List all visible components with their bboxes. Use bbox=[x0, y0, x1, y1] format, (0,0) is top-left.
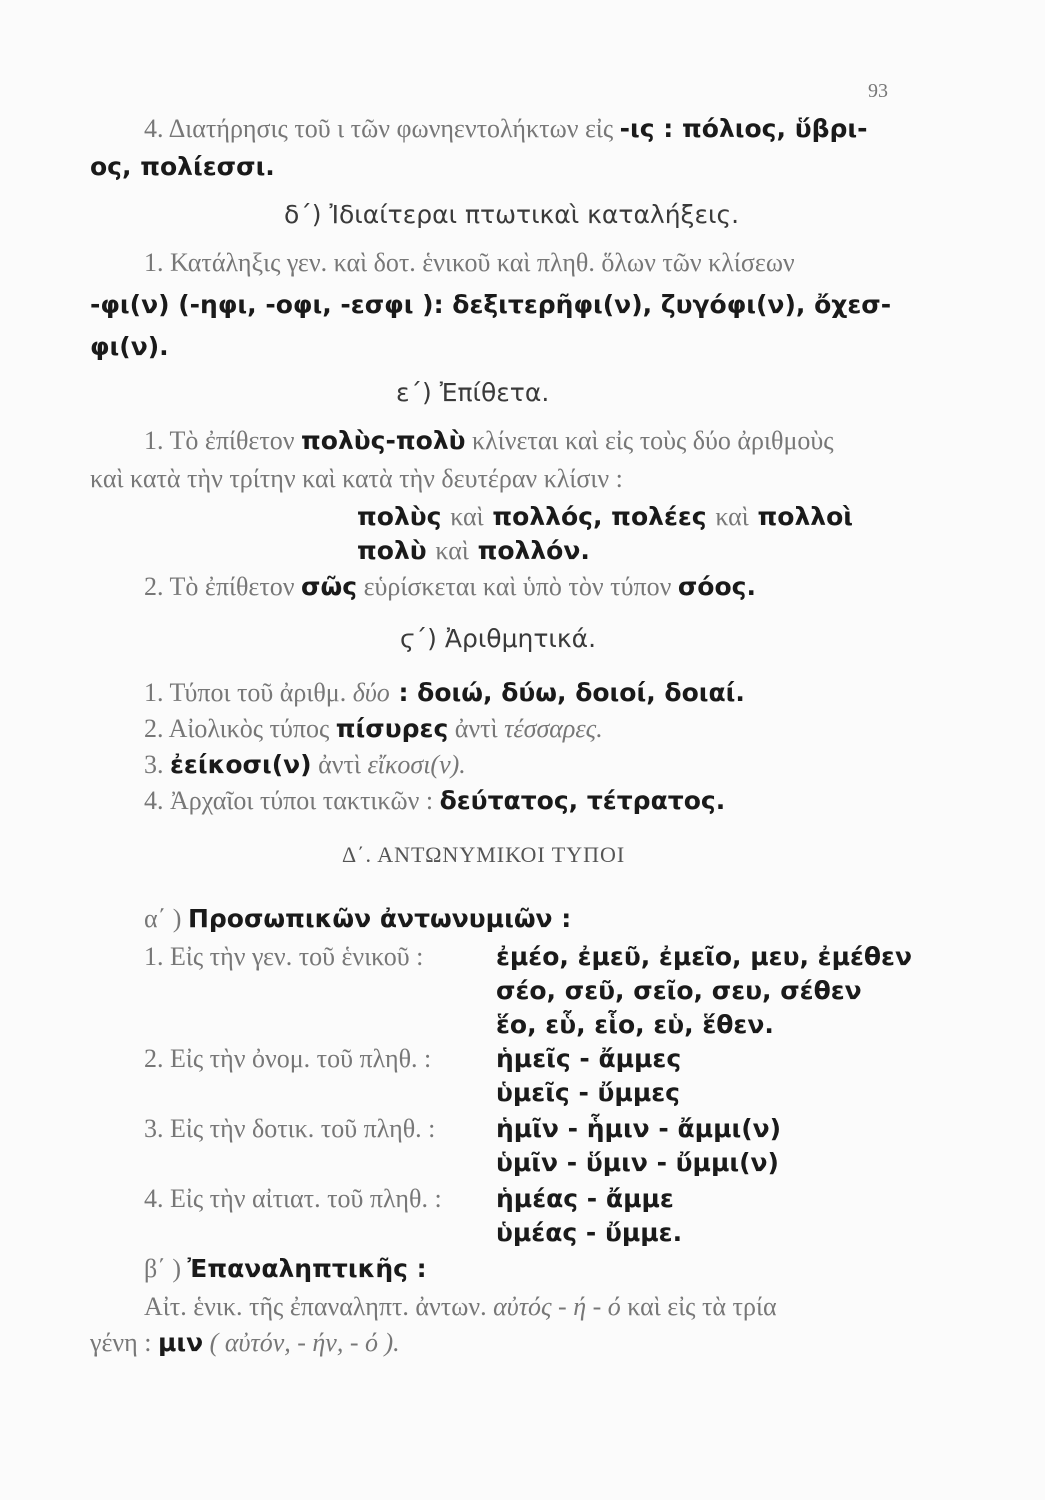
pronoun-form: ὑμεῖς - ὔμμες bbox=[496, 1078, 680, 1107]
pronoun-form: ἡμεῖς - ἄμμες bbox=[496, 1044, 682, 1073]
section-heading-stigma: ϛ΄) Ἀριθμητικά. bbox=[400, 624, 597, 653]
line-15-bold: Προσωπικῶν ἀντωνυμιῶν : bbox=[187, 904, 572, 933]
line-17-italic: αὐτός - ή - ό bbox=[493, 1292, 621, 1321]
pronoun-form: ἕο, εὗ, εἷο, εὑ, ἕθεν. bbox=[496, 1010, 774, 1039]
line-10-bold-1: σῶς bbox=[301, 572, 358, 601]
line-17-text-c: καὶ εἰς τὰ τρία bbox=[620, 1292, 777, 1321]
line-6-text-c: κλίνεται καὶ εἰς τοὺς δύο ἀριθμοὺς bbox=[465, 426, 834, 455]
text-line-2 bbox=[90, 150, 275, 184]
line-10-text-a: 2. Τὸ ἐπίθετον bbox=[144, 572, 302, 601]
pronoun-row bbox=[144, 1042, 431, 1076]
pronoun-label: 4. Εἰς τὴν αἰτιατ. τοῦ πληθ. : bbox=[144, 1184, 442, 1213]
line-2-bold: ος, πολίεσσι. bbox=[90, 152, 275, 181]
line-14-bold: δεύτατος, τέτρατος. bbox=[439, 786, 726, 815]
text-line-1 bbox=[144, 112, 868, 146]
line-8-bold-2: πολλός, πολέες bbox=[483, 502, 716, 531]
line-6-bold: πολὺς-πολὺ bbox=[301, 426, 466, 455]
text-line-12 bbox=[144, 712, 603, 746]
text-line-5 bbox=[90, 330, 169, 364]
line-1-text: 4. Διατήρησις τοῦ ι τῶν φωνηεντολήκτων εἰς bbox=[144, 114, 620, 143]
line-16-text: β΄ ) bbox=[144, 1254, 188, 1283]
text-line-4 bbox=[90, 288, 891, 322]
pronoun-form: σέο, σεῦ, σεῖο, σευ, σέθεν bbox=[496, 976, 862, 1005]
line-8-bold-1: πολὺς bbox=[357, 502, 451, 531]
line-13-bold: ἐείκοσι(ν) bbox=[170, 750, 312, 779]
text-line-18 bbox=[90, 1326, 400, 1360]
pronoun-label: 2. Εἰς τὴν ὀνομ. τοῦ πληθ. : bbox=[144, 1044, 432, 1073]
text-line-8 bbox=[357, 500, 853, 534]
line-11-bold: : δοιώ, δύω, δοιοί, δοιαί. bbox=[389, 678, 745, 707]
pronoun-form: ὑμέας - ὔμμε. bbox=[496, 1218, 683, 1247]
line-18-text: γένη : bbox=[90, 1328, 158, 1357]
line-16-bold: Ἐπαναληπτικῆς : bbox=[187, 1254, 427, 1283]
line-12-text-c: ἀντὶ bbox=[448, 714, 505, 743]
pronoun-label: 3. Εἰς τὴν δοτικ. τοῦ πληθ. : bbox=[144, 1114, 436, 1143]
pronoun-form: ἐμέο, ἐμεῦ, ἐμεῖο, μευ, ἐμέθεν bbox=[496, 942, 913, 971]
line-9-text: καὶ bbox=[435, 536, 469, 565]
line-8-text-2: καὶ bbox=[715, 502, 749, 531]
pronoun-row bbox=[144, 1112, 435, 1146]
pronoun-form: ἡμῖν - ἧμιν - ἄμμι(ν) bbox=[496, 1114, 782, 1143]
text-line-15 bbox=[144, 902, 571, 936]
section-heading-delta: δ΄) Ἰδιαίτεραι πτωτικαὶ καταλήξεις. bbox=[284, 200, 740, 229]
line-3-text: 1. Κατάληξις γεν. καὶ δοτ. ἑνικοῦ καὶ πληθ. ὅλων τῶν κλίσεων bbox=[144, 248, 795, 277]
line-15-text: α΄ ) bbox=[144, 904, 188, 933]
line-12-bold: πίσυρες bbox=[335, 714, 449, 743]
pronoun-row bbox=[144, 940, 423, 974]
line-1-bold: -ις : πόλιος, ὕβρι- bbox=[619, 114, 868, 143]
pronoun-row bbox=[144, 1182, 442, 1216]
pronoun-label: 1. Εἰς τὴν γεν. τοῦ ἑνικοῦ : bbox=[144, 942, 424, 971]
line-18-bold: μιν bbox=[157, 1328, 204, 1357]
pronoun-form: ἡμέας - ἄμμε bbox=[496, 1184, 674, 1213]
line-14-text: 4. Ἀρχαῖοι τύποι τακτικῶν : bbox=[144, 786, 440, 815]
line-13-text-a: 3. bbox=[144, 750, 170, 779]
line-8-bold-3: πολλοὶ bbox=[748, 502, 854, 531]
line-5-bold: φι(ν). bbox=[90, 332, 169, 361]
line-12-italic: τέσσαρες. bbox=[504, 714, 603, 743]
line-9-bold-2: πολλόν. bbox=[468, 536, 590, 565]
line-11-italic: δύο bbox=[352, 678, 390, 707]
text-line-7 bbox=[90, 462, 623, 496]
line-13-italic: εἴκοσι(ν). bbox=[367, 750, 466, 779]
pronoun-form: ὑμῖν - ὕμιν - ὔμμι(ν) bbox=[496, 1148, 779, 1177]
text-line-17 bbox=[144, 1290, 777, 1324]
text-line-13 bbox=[144, 748, 466, 782]
line-4-bold: -φι(ν) (-ηφι, -οφι, -εσφι ): δεξιτερῆφι(ν), ζυγόφι(ν), ὄχεσ- bbox=[90, 290, 892, 319]
line-7-text: καὶ κατὰ τὴν τρίτην καὶ κατὰ τὴν δευτέραν κλίσιν : bbox=[90, 464, 623, 493]
section-heading-epsilon: ε΄) Ἐπίθετα. bbox=[396, 378, 550, 407]
line-9-bold-1: πολὺ bbox=[357, 536, 436, 565]
line-8-text-1: καὶ bbox=[450, 502, 484, 531]
page-number: 93 bbox=[868, 80, 888, 102]
text-line-16 bbox=[144, 1252, 427, 1286]
line-11-text: 1. Τύποι τοῦ ἀριθμ. bbox=[144, 678, 353, 707]
line-13-text-c: ἀντὶ bbox=[311, 750, 368, 779]
line-10-text-c: εὑρίσκεται καὶ ὑπὸ τὸν τύπον bbox=[357, 572, 678, 601]
line-18-italic: ( αὐτόν, - ήν, - ό ). bbox=[203, 1328, 400, 1357]
text-line-10 bbox=[144, 570, 756, 604]
text-line-6 bbox=[144, 424, 834, 458]
line-6-text-a: 1. Τὸ ἐπίθετον bbox=[144, 426, 302, 455]
line-12-text-a: 2. Αἰολικὸς τύπος bbox=[144, 714, 336, 743]
line-10-bold-2: σόος. bbox=[677, 572, 756, 601]
line-17-text-a: Αἰτ. ἑνικ. τῆς ἐπαναληπτ. ἀντων. bbox=[144, 1292, 494, 1321]
chapter-heading-delta: Δ΄. ΑΝΤΩΝΥΜΙΚΟΙ ΤΥΠΟΙ bbox=[342, 842, 626, 867]
text-line-9 bbox=[357, 534, 590, 568]
text-line-14 bbox=[144, 784, 725, 818]
text-line-3 bbox=[144, 246, 795, 280]
text-line-11 bbox=[144, 676, 745, 710]
